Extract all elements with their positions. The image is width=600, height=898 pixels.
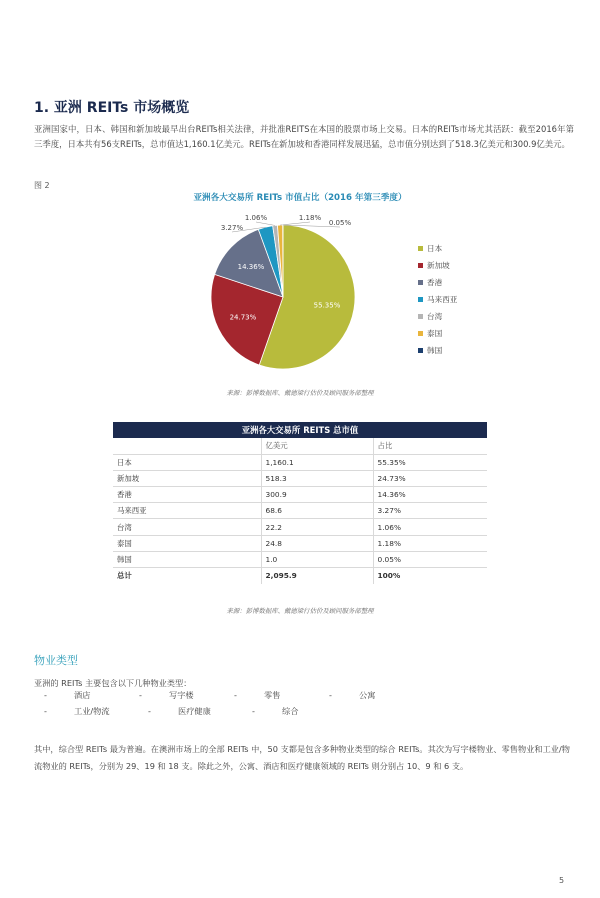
table-cell: 香港 [113,487,261,503]
legend-item [418,291,457,308]
table-cell: 1,160.1 [261,454,373,470]
intro-paragraph: 亚洲国家中，日本、韩国和新加坡最早出台REITs相关法律，并批准REITS在本国的股票市场上交易。日本的REITs市场尤其活跃：截至2016年第三季度，日本共有56支REITs，总市值达1,160.1亿美元。REITs在新加坡和香港同样发展迅猛，总市值分别达到了518.3亿美元和300.9亿美元。 [34,124,574,149]
pie-data-label: 1.06% [244,214,268,222]
list-item [148,706,252,722]
legend-item [418,308,457,325]
table-cell: 韩国 [113,551,261,567]
table-header-cell: 亿美元 [261,438,373,454]
figure-source: 来源：彭博数据库、戴德梁行估价及顾问服务部整理 [226,389,374,397]
pie-chart [190,205,400,385]
legend-label: 日本 [427,244,443,253]
table-cell: 24.73% [373,470,487,486]
legend-swatch [418,263,423,268]
legend-swatch [418,314,423,319]
legend-item [418,240,457,257]
legend-item [418,325,457,342]
table-cell: 518.3 [261,470,373,486]
pie-data-label: 1.18% [298,214,322,222]
body-paragraph: 其中，综合型 REITs 最为普遍。在澳洲市场上的全部 REITs 中，50 支都是包含多种物业类型的综合 REITs。其次为写字楼物业、零售物业和工业/物流物业的 REITs，分别为 29、19 和 18 支。除此之外，公寓、酒店和医疗健康领域的 REITs 则分别占 10、9 和 6 支。 [34,744,570,771]
table-header-cell [113,438,261,454]
table-cell: 55.35% [373,454,487,470]
table-row [113,551,487,567]
list-item-label: 医疗健康 [178,706,211,716]
bullet-marker: - [252,706,255,716]
list-item-label: 酒店 [74,690,91,700]
table-row [113,487,487,503]
legend-swatch [418,280,423,285]
list-item-label: 零售 [264,690,281,700]
table-source: 来源：彭博数据库、戴德梁行估价及顾问服务部整理 [226,607,374,615]
legend-swatch [418,331,423,336]
table-cell: 22.2 [261,519,373,535]
legend-swatch [418,246,423,251]
table-cell: 日本 [113,454,261,470]
list-item [329,690,424,706]
figure-label: 图 2 [34,181,50,190]
list-item-label: 写字楼 [169,690,194,700]
pie-data-label: 14.36% [237,262,265,271]
table-cell: 1.0 [261,551,373,567]
lead-paragraph: 亚洲的 REITs 主要包含以下几种物业类型： [34,678,192,688]
list-item-label: 综合 [282,706,299,716]
legend-label: 泰国 [427,329,443,338]
bullet-row [44,690,424,706]
table-row [113,454,487,470]
list-item-label: 工业/物流 [74,706,110,716]
section-title: 1. 亚洲 REITs 市场概览 [34,100,190,116]
list-item-label: 公寓 [359,690,376,700]
table-cell: 泰国 [113,535,261,551]
table-cell: 0.05% [373,551,487,567]
legend-swatch [418,297,423,302]
table-header-cell: 占比 [373,438,487,454]
bullet-marker: - [148,706,151,716]
legend-label: 韩国 [427,346,443,355]
pie-leader-line [280,222,310,225]
pie-data-label: 55.35% [313,301,341,310]
table-cell: 100% [377,571,401,581]
legend-swatch [418,348,423,353]
table-row [113,503,487,519]
bullet-marker: - [44,690,47,700]
table-cell: 总计 [113,568,261,584]
bullet-marker: - [234,690,237,700]
subsection-title: 物业类型 [34,654,78,667]
bullet-row [44,706,424,722]
table-cell: 1.18% [373,535,487,551]
pie-leader-line [256,222,275,225]
list-item [44,706,148,722]
page-number: 5 [559,876,565,885]
bullet-marker: - [329,690,332,700]
legend-item [418,257,457,274]
list-item [252,706,356,722]
legend-label: 新加坡 [427,261,450,270]
list-item [234,690,329,706]
pie-data-label: 0.05% [328,219,352,227]
table-cell: 68.6 [261,503,373,519]
table-cell: 1.06% [373,519,487,535]
legend-label: 马来西亚 [427,295,458,304]
legend-label: 香港 [427,278,443,287]
table-cell: 台湾 [113,519,261,535]
table-cell: 新加坡 [113,470,261,486]
legend-item [418,274,457,291]
table-cell: 2,095.9 [261,568,373,584]
table-cell: 24.8 [261,535,373,551]
chart-legend [418,240,457,359]
list-item [139,690,234,706]
table-cell: 300.9 [261,487,373,503]
pie-data-label: 3.27% [220,224,244,232]
bullet-marker: - [44,706,47,716]
chart-title: 亚洲各大交易所 REITs 市值占比（2016 年第三季度） [193,193,407,203]
table-title: 亚洲各大交易所 REITS 总市值 [113,422,487,438]
table-row [113,470,487,486]
table-row [113,535,487,551]
market-cap-table [113,422,487,584]
table-cell: 马来西亚 [113,503,261,519]
legend-item [418,342,457,359]
list-item [44,690,139,706]
table-cell: 14.36% [373,487,487,503]
table-header-row [113,438,487,454]
property-type-list [44,690,424,722]
bullet-marker: - [139,690,142,700]
pie-data-label: 24.73% [229,313,257,322]
table-row [113,519,487,535]
table-cell: 3.27% [373,503,487,519]
legend-label: 台湾 [427,312,443,321]
table-total-row [113,568,487,584]
